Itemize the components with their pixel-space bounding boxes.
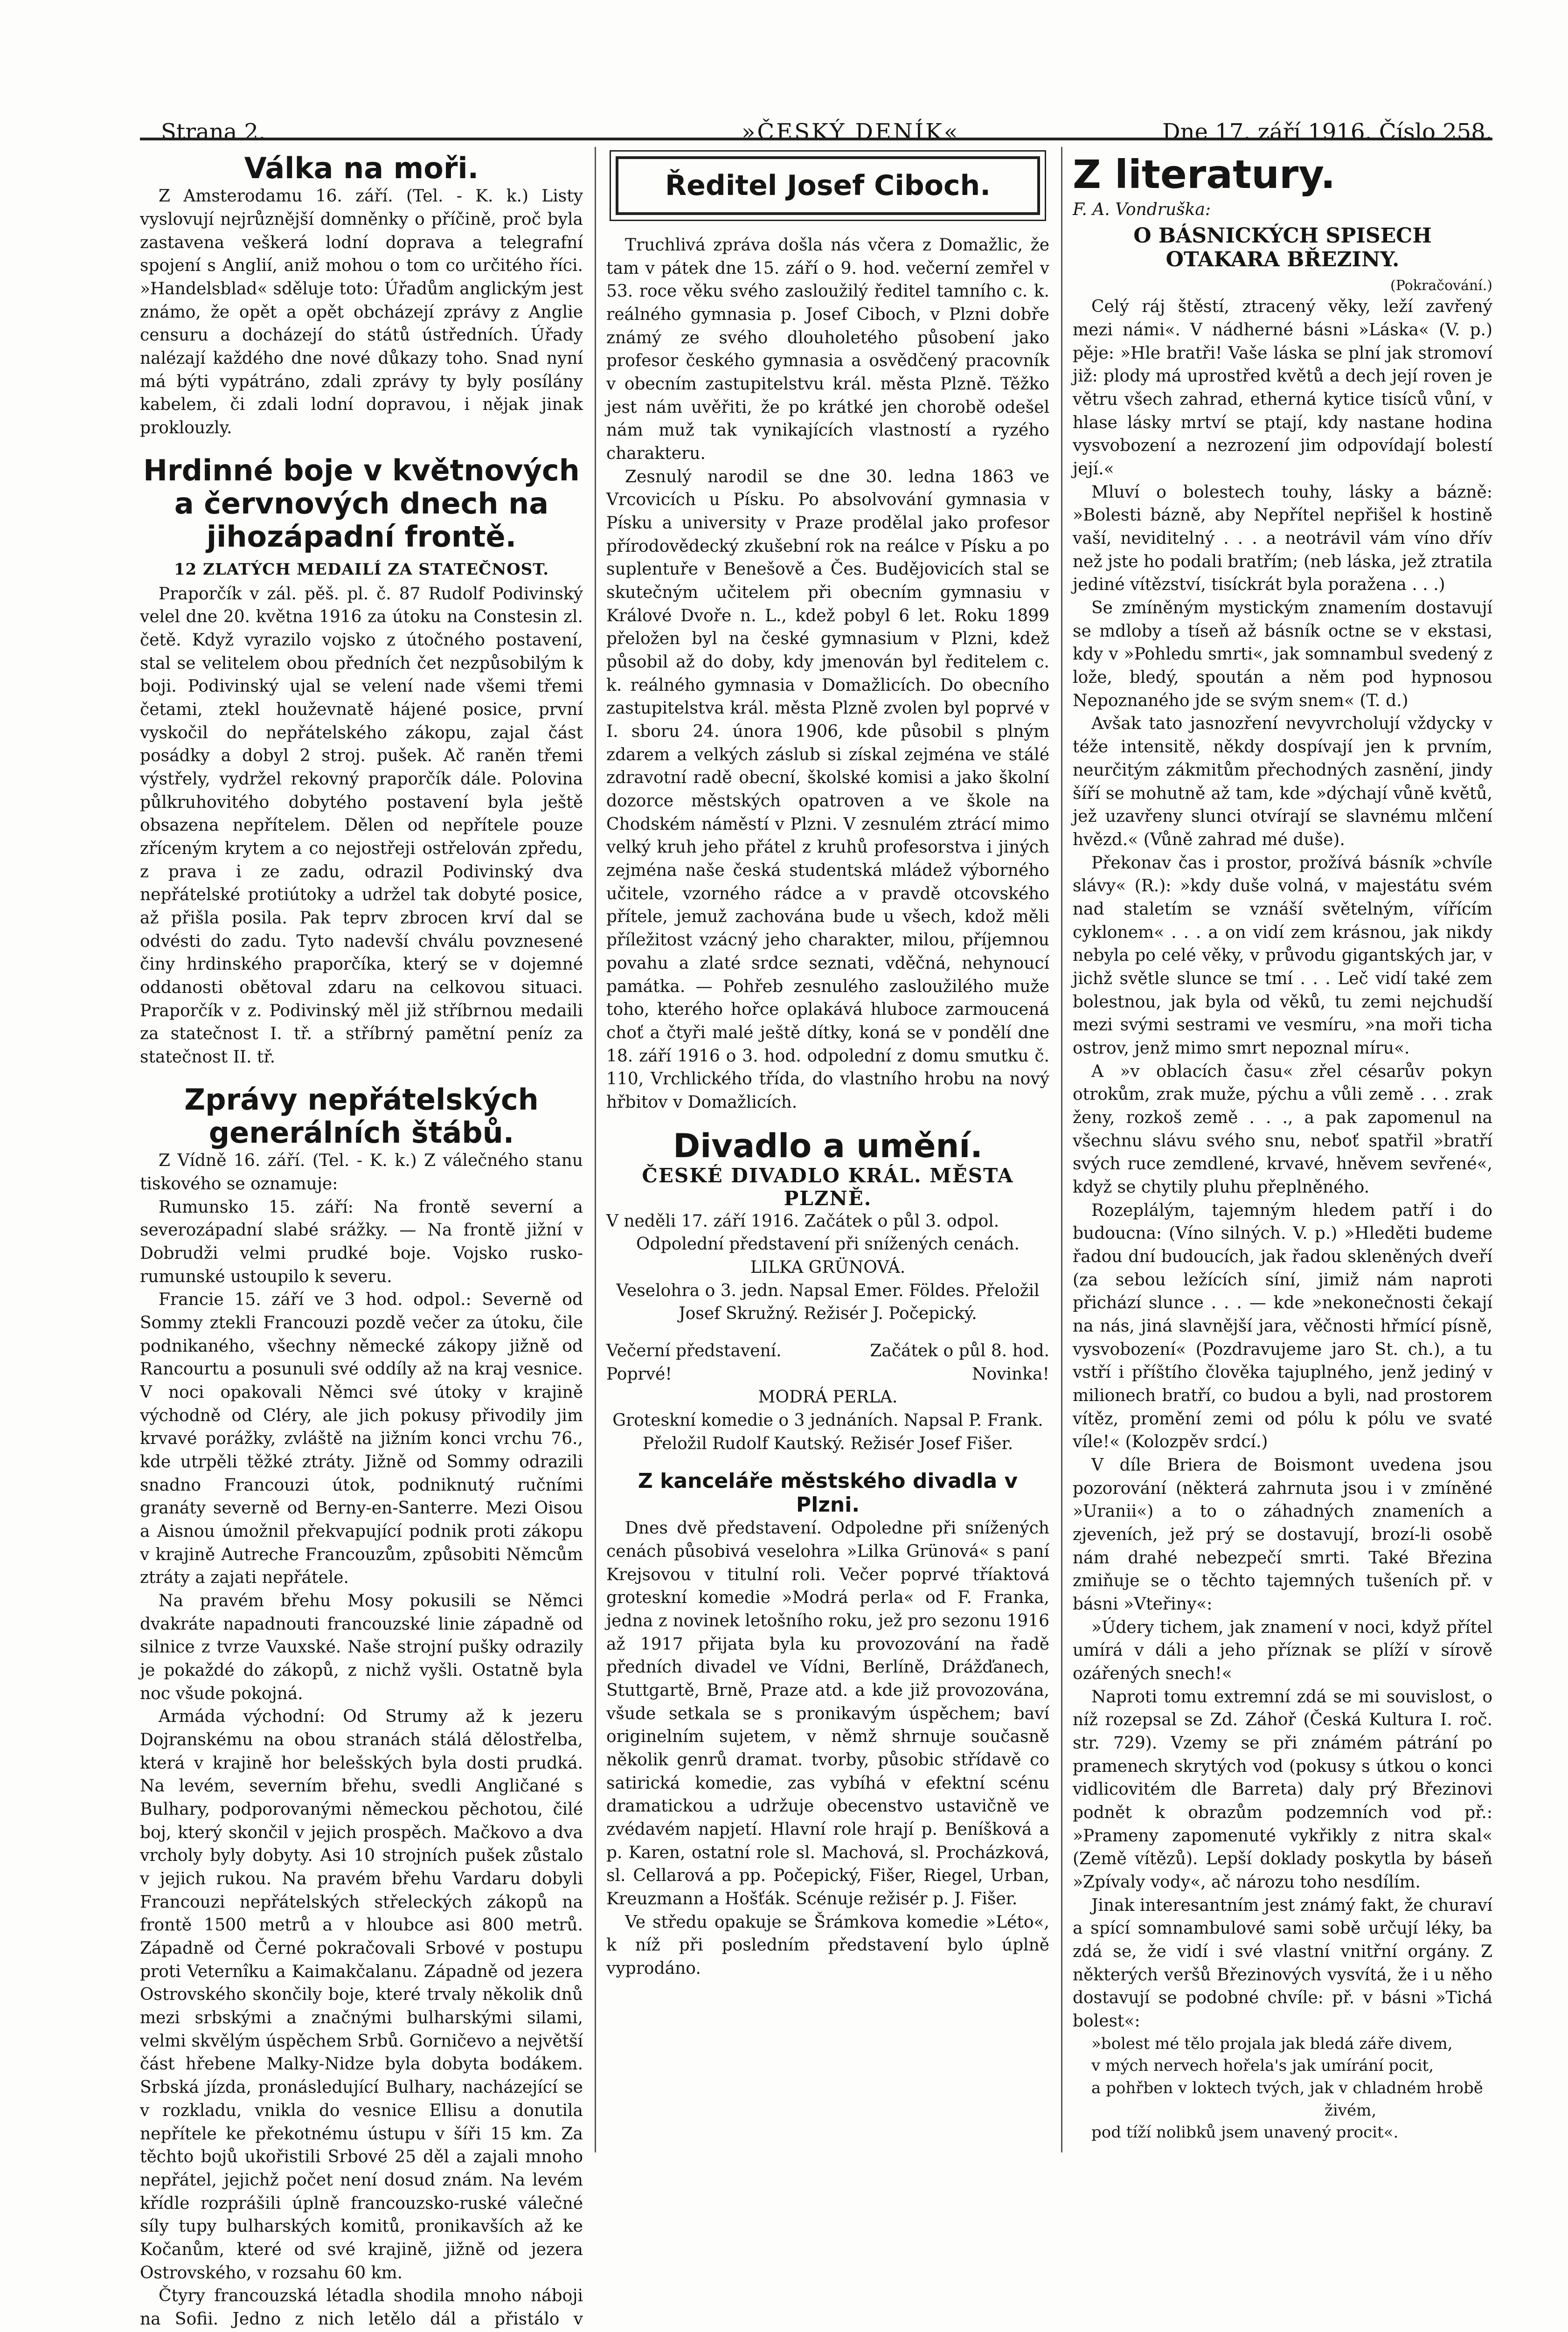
article-text: Z Amsterodamu 16. září. (Tel. - K. k.) Listy vyslovují nejrůznější domněnky o příčině, proč byla zastavena veškerá lodní doprava a telegrafní spojení s Anglií, aniž mohou o tom co určitého říci. »Handelsblad« sděluje toto: Úřadům anglickým jest známo, že opět a opět obcházejí zprávy z Anglie censuru a docházejí do států ústředních. Úřady nalézají každého dne nové důkazy toho. Snad nyní má býti vypátráno, zdali zprávy ty byly posílány kabelem, či zdali lodní dopravou, i nějak jinak proklouzly. [140, 187, 583, 438]
article-text: Jinak interesantním jest známý fakt, že churaví a spící somnambulové sami sobě určují léky, ba zdá se, že vidí i své vlastní vnitřní orgány. Z některých veršů Březinových vysvítá, že i u něho dostavují se podobné chvíle: př. v básni »Tichá bolest«: [1073, 1895, 1492, 2031]
program-label: Novinka! [972, 1364, 1049, 1384]
author: F. A. Vondruška: [1073, 200, 1211, 219]
article-text: Rozeplálým, tajemným hledem patří i do budoucna: (Víno silných. V. p.) »Hleděti budeme řadou dní budoucích, jak řadou skleněných dveří (za sebou ležících síní, jimiž nám naproti přichází slunce . . . — kde »nekonečnosti čekají na nás, jiná slavnější jara, věčnosti hřmící písně, vysvobození« (Pozdravujeme jaro St. ch.), a tu vstří i příštího člověka tajuplného, jenž jediný v milionech bratří, co budou a byli, nad prostorem vítěz, promění zemi od pólu k pólu ve svaté víle!« (Kolozpěv srdcí.) [1073, 1201, 1492, 1452]
poem-line: »bolest mé tělo projala jak bledá záře divem, [1091, 2034, 1453, 2053]
section-title-literature: Z literatury. [1073, 152, 1336, 197]
article-text: Z Vídně 16. září. (Tel. - K. k.) Z válečného stanu tiskového se oznamuje: [140, 1151, 583, 1194]
article-text: Zesnulý narodil se dne 30. ledna 1863 ve Vrcovicích u Písku. Po absolvování gymnasia v Písku a university v Praze prodělal jako profesor přírodovědecký zkušební rok na reálce v Písku a po suplentuře v Benešově a Čes. Budějovicích stal se skutečným učitelem při obecním gymnasiu v Králové Dvoře n. L., kdež pobyl 6 let. Roku 1899 přeložen byl na české gymnasium v Plzni, kdež působil až do doby, kdy jmenován byl ředitelem c. k. reálného gymnasia v Domažlicích. Do obecního zastupitelstva král. města Plzně zvolen byl poprvé v I. sboru 24. února 1906, kde působil s plným zdarem a velkých záslub si získal zejména ve stálé zdravotní radě obecní, školské komisi a jako školní dozorce městských opatroven a ve škole na Chodském náměstí v Plzni. V zesnulém ztrácí mimo velký kruh jeho přátel z kruhů profesorstva i jiných zejména naše česká studentská mládež výborného učitele, vzorného rádce a v pravdě otcovského přítele, jemuž zachována bude u všech, kdož měli příležitost vzácný jeho charakter, milou, příjemnou povahu a zlaté srdce seznati, vděčná, nehynoucí památka. — Pohřeb zesnulého zasloužilého muže toho, kterého hořce oplakává hluboce zarmoucená choť a čtyři malé ještě dítky, koná se v pondělí dne 18. září 1916 o 3. hod. odpolední z domu smutku č. 110, Vrchlického třída, do vlastního hrobu na nový hřbitov v Domažlicích. [606, 467, 1049, 1112]
header-rule [140, 138, 1492, 140]
program-time: Začátek o půl 8. hod. [870, 1341, 1049, 1360]
program-line [606, 1363, 1049, 1386]
article-text: Truchlivá zpráva došla nás včera z Domažlic, že tam v pátek dne 15. září o 9. hod. večerní zemřel v 53. roce věku svého zasloužilý ředitel tamního c. k. reálného gymnasia p. Josef Ciboch, v Plzni dobře známý ze svého dlouholetého působení jako profesor českého gymnasia a osvědčený pracovník v obecním zastupitelstvu král. města Plzně. Těžko jest nám uvěřiti, že po krátké jen chorobě odešel nám muž tak vynikajících vlastností a ryzého charakteru. [606, 236, 1049, 464]
article-text: Překonav čas i prostor, prožívá básník »chvíle slávy« (R.): »kdy duše volná, v majestátu svém nad staletím se vznáší světelným, vířícím cyklonem« . . . a on vidí zem krásnou, jak nikdy nebyla po celé věky, v průvodu gigantských jar, v jichž světle slunce se tmí . . . Leč vidí také zem bolestnou, jak byla od věků, tu zemi nejchudší mezi svými sestrami ve vesmíru, »na moři ticha ostrov, jenž mimo smrt nepoznal míru«. [1073, 853, 1492, 1058]
article-title-reports: Zprávy nepřátelských generálních štábů. [184, 1082, 539, 1150]
play-description: Groteskní komedie o 3 jednáních. Napsal P. Frank. Přeložil Rudolf Kautský. Režisér Josef Fišer. [612, 1410, 1043, 1453]
program-line [606, 1340, 1049, 1363]
column-divider [1061, 147, 1062, 2152]
poem-line: v mých nervech hořela's jak umírání pocit, [1091, 2056, 1434, 2075]
column-right [1073, 152, 1492, 2144]
article-title-war-sea: Válka na moři. [244, 151, 479, 185]
poem-line: živém, [1325, 2101, 1377, 2120]
obituary-title-box: Ředitel Josef Ciboch. [616, 156, 1040, 215]
play-description: Veselohra o 3. jedn. Napsal Emer. Földes. Přeložil Josef Skružný. Režisér J. Počepický. [616, 1281, 1040, 1324]
article-text: Celý ráj štěstí, ztracený věky, leží zavřený mezi námi«. V nádherné básni »Láska« (V. p.) pěje: »Hle bratři! Vaše láska se plní jak stromoví již: plody má uprostřed květů a dech její roven je větru všech zahrad, etherná kytice tisíců vůní, v hlase lásky mrtví se ptají, kdy nastane hodina vysvobození a nezrození jim odpovídají bolestí její.« [1073, 297, 1492, 479]
program-line: V neděli 17. září 1916. Začátek o půl 3. odpol. [606, 1211, 999, 1231]
poem-line: a pohřben v loktech tvých, jak v chladném hrobě [1091, 2078, 1483, 2097]
column-left [140, 152, 583, 2332]
page-number: Strana 2. [161, 119, 266, 145]
newspaper-page [140, 96, 1492, 2329]
poem-line: pod tíží nolibků jsem unavený procit«. [1091, 2123, 1399, 2142]
program-line: Odpolední představení při snížených cenách. [636, 1235, 1020, 1254]
program-label: Poprvé! [606, 1364, 672, 1384]
article-text: Čtyry francouzská létadla shodila mnoho náboji na Sofii. Jedno z nich letělo dál a přistálo v [140, 2286, 583, 2329]
article-text: Na pravém břehu Mosy pokusili se Němci dvakráte napadnouti francouzské linie západně od silnice z tvrze Vauxské. Naše strojní pušky odrazily je pokaždé do zákopů, z nichž vyšli. Ostatně byla noc všude pokojná. [140, 1591, 583, 1703]
theatre-heading: ČESKÉ DIVADLO KRÁL. MĚSTA PLZNĚ. [642, 1164, 1014, 1210]
article-title: O BÁSNICKÝCH SPISECH OTAKARA BŘEZINY. [1133, 224, 1432, 271]
article-text: Naproti tomu extremní zdá se mi souvislost, o níž rozepsal se Zd. Záhoř (Česká Kultura I. roč. str. 729). Vzemy se při známém pátrání po pramenech skrytých vod (pokusy s útkou o konci vidlicovitém dle Barreta) daly prý Březinovi podnět k obrazům podzemních vod př.: »Prameny zapomenuté vykřikly z nitra skal« (Země vítězů). Lepší doklady poskytla by báseň »Zpívaly vody«, ač nározu toho nesdílím. [1073, 1687, 1492, 1892]
article-text: Armáda východní: Od Strumy až k jezeru Dojranskému na obou stranách stálá dělostřelba, která v krajině hor belešských byla dosti prudká. Na levém, severním břehu, svedli Angličané s Bulhary, podporovanými německou pěchotou, čilé boj, který skončil v jejich prospěch. Mačkovo a dva vrcholy byly dobyty. Asi 10 strojních pušek zůstalo v jejich rukou. Na pravém břehu Vardaru dobyli Francouzi nepřátelských střeleckých zákopů na frontě 1500 metrů a v hloubce asi 800 metrů. Západně od Černé pokračovali Srbové v postupu proti Veternîku a Kaimakčalanu. Západně od jezera Ostrovského skončily boje, které trvaly několik dnů mezi srbskými a značnými bulharskými silami, velmi skvělým úspěchem Srbů. Gorničevo a největší část hřebene Malky-Nidze byla dobyta bodákem. Srbská jízda, pronásledující Bulhary, nacházející se v rozkladu, vnikla do vesnice Ellisu a donutila nepřítele ke překotnému ústupu v šíři 15 km. Za těchto bojů ukořistili Srbové 25 děl a zajali mnoho nepřátel, jejichž počet není dosud znám. Na levém křídle rozprášili úplně francouzsko-ruské válečné síly tupy bulharských komitů, pronikavších až ke Kočanům, které od své krajině, jižně od jezera Ostrovského, v rozsahu 60 km. [140, 1707, 583, 2283]
office-title: Z kanceláře městského divadla v Plzni. [638, 1469, 1018, 1517]
column-divider [595, 147, 596, 2152]
article-subtitle: 12 ZLATÝCH MEDAILÍ ZA STATEČNOST. [173, 560, 549, 579]
article-text: A »v oblacích času« zřel césarův pokyn otrokům, zrak muže, pýchu a vůli země . . . zrak ženy, rozkoš země . . ., a pak zapomenul na všechnu slávu svého snu, neboť spatřil »bratří svých ruce zemdlené, krvavé, hněvem sevřené«, když se chytily pluhu přeplněného. [1073, 1062, 1492, 1197]
section-title-theatre: Divadlo a umění. [673, 1126, 983, 1165]
article-title-heroic: Hrdinné boje v květnových a červnových dnech na jihozápadní frontě. [143, 453, 580, 554]
issue-date: Dne 17. září 1916. Číslo 258. [1162, 119, 1492, 145]
article-text: Se zmíněným mystickým znamením dostavují se mdloby a tíseň až básník octne se v ekstasi, kdy v »Pohledu smrti«, jak somnambul svedený z lože, bledý, spoután a něm pod hypnosou Nepoznaného jde se svým snem« (T. d.) [1073, 598, 1492, 710]
column-middle [606, 152, 1049, 1980]
article-text: Praporčík v zál. pěš. pl. č. 87 Rudolf Podivinský velel dne 20. května 1916 za útoku na Constesin zl. četě. Když vyrazilo vojsko z útočného postavení, stal se velitelem obou předních čet nezpůsobilým k boji. Podivinský ujal se velení nade všemi třemi četami, ztekl houževnatě hájené posice, první vyskočil do nepřátelského zákopu, zajal část posádky a dobyl 2 stroj. pušek. Ač raněn třemi výstřely, vydržel rekovný praporčík dále. Polovina půlkruhovitého dobytého postavení byla ještě obsazena nepřítelem. Dělen od nepřítele pouze zříceným krytem a co nejostřeji ostřelován zpředu, z prava i ze zadu, odrazil Podivinský dva nepřátelské protiútoky a udržel tak dobyté posice, až přišla posila. Pak teprv zbrocen krví dal se odvésti do zadu. Tyto nadevší chválu povznesené činy hrdinského praporčíka, který se v dojemné oddanosti obětoval zdaru na celkovou situaci. Praporčík v z. Podivinský měl již stříbrnou medaili za statečnost I. tř. a stříbrný pamětní peníz za statečnost II. tř. [140, 584, 583, 1067]
play-title: MODRÁ PERLA. [758, 1388, 898, 1407]
article-text: Rumunsko 15. září: Na frontě severní a severozápadní slabé srážky. — Na frontě jižní v Dobrudži velmi prudké boje. Vojsko rusko-rumunské ustoupilo k severu. [140, 1197, 583, 1286]
article-text: Mluví o bolestech touhy, lásky a bázně: »Bolesti bázně, aby Nepřítel nepřišel k hostině vaší, neviditelný . . . a neotrávil vám víno dřív než jste ho podali bratřím; (neb láska, jež ztratila jediné vítězství, tisíckrát byla poražena . . .) [1073, 482, 1492, 595]
article-text: Dnes dvě představení. Odpoledne při snížených cenách působivá veselohra »Lilka Grünová« s paní Krejsovou v titulní roli. Večer poprvé tříaktová groteskní komedie »Modrá perla« od F. Franka, jedna z novinek letošního roku, jež pro sezonu 1916 až 1917 přijata byla ku provozování na řadě předních divadel ve Vídni, Berlíně, Drážďanech, Stuttgartě, Brně, Praze atd. a kde již provozována, všude setkala se s pronikavým úspěchem; baví originelním sujetem, v němž shrnuje současně několik genrů dramat. tvorby, působic střídavě co satirická komedie, zas vybíhá v efektní scénu dramatickou a udržuje obecenstvo ustavičně ve zvédavém napjetí. Hlavní role hrají p. Beníšková a p. Karen, ostatní role sl. Machová, sl. Procházková, sl. Cellarová a pp. Počepický, Fišer, Riegel, Urban, Kreuzmann a Hošťák. Scénuje režisér p. J. Fišer. [606, 1519, 1049, 1909]
continued-note: (Pokračování.) [1390, 278, 1492, 294]
article-text: Ve středu opakuje se Šrámkova komedie »Léto«, k níž při posledním představení bylo úplně vyprodáno. [606, 1912, 1049, 1978]
poem-quote [1091, 2033, 1492, 2144]
program-label: Večerní představení. [606, 1341, 782, 1360]
article-text: Avšak tato jasnozření nevyvrcholují vždycky v téže intensitě, někdy dospívají jen k prvním, neurčitým zákmitům přechodných zasnění, jindy šíří se mohutně až tam, kde »dýchají vůně květů, jež uzavřeny slunci otvírají se slavnému mlčení hvězd.« (Vůně zahrad mé duše). [1073, 714, 1492, 849]
newspaper-name: »ČESKÝ DENÍK« [742, 119, 960, 145]
article-text: V díle Briera de Boismont uvedena jsou pozorování (některá zahrnuta jsou i v zmíněné »Uranii«) a to o záhadných znameních a zjeveních, jež prý se dostavují, brozí-li osobě nám drahé nebezpečí smrti. Také Březina zmiňuje se o těchto tajemných tušeních př. v básni »Vteřiny«: [1073, 1455, 1492, 1614]
article-text: »Údery tichem, jak znamení v noci, když přítel umírá v dáli a jeho příznak se plíží v sírově ozářených snech!« [1073, 1617, 1492, 1684]
play-title: LILKA GRÜNOVÁ. [750, 1257, 906, 1277]
article-text: Francie 15. září ve 3 hod. odpol.: Severně od Sommy ztekli Francouzi pozdě večer za útoku, čile podnikaného, všechny německé zákopy jižně od Rancourtu a posunuli své oddíly až na kraj vesnice. V noci opakovali Němci své útoky v krajině východně od Cléry, ale jich pokusy přivodily jim krvavé porážky, zvláště na jižním konci vrchu 76., kde utrpěli těžké ztráty. Jižně od Sommy odrazili snadno Francouzi útok, podniknutý ručními granáty severně od Berny-en-Santerre. Mezi Oisou a Aisnou úmožnil překvapující podnik proti zákopu v krajině Autreche Francouzům, způsobiti Němcům ztráty a zajati nepřátele. [140, 1290, 583, 1588]
